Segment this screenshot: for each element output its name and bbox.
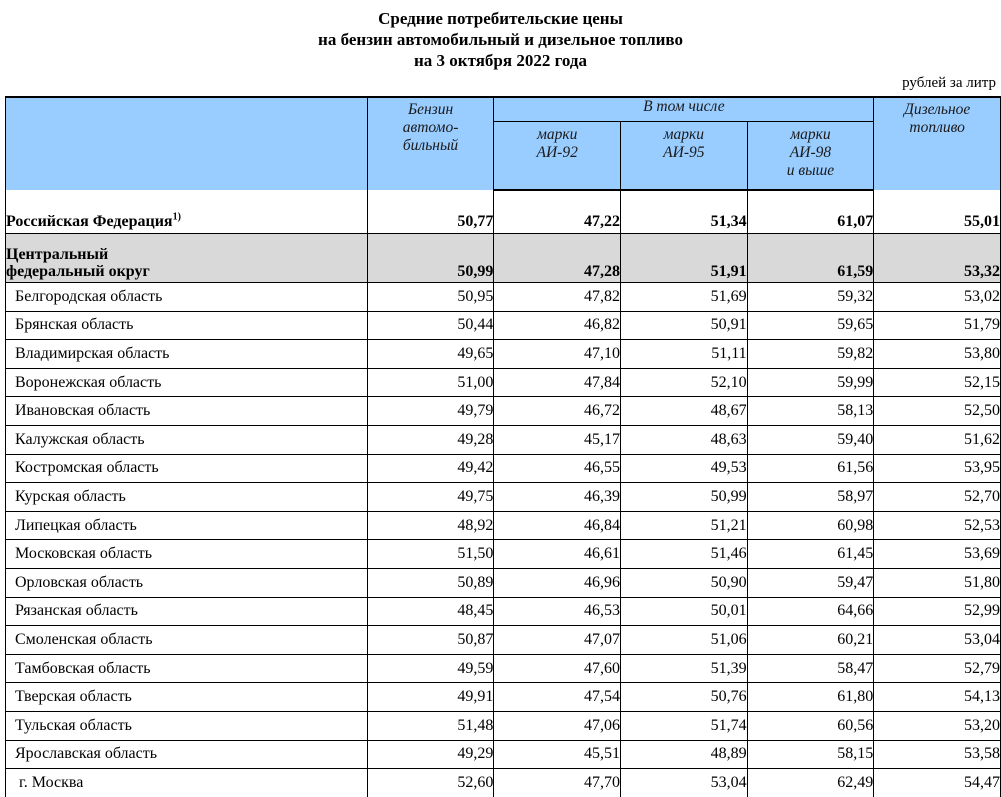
value-diesel: 53,58 <box>874 740 1001 769</box>
value-diesel: 53,80 <box>874 340 1001 369</box>
region-name: Ивановская область <box>6 397 368 426</box>
value-ai95: 48,89 <box>621 740 748 769</box>
region-name: Курская область <box>6 483 368 512</box>
value-ai95: 48,67 <box>621 397 748 426</box>
value-petrol: 52,60 <box>367 769 494 797</box>
value-ai92: 47,84 <box>494 368 621 397</box>
value-ai98: 58,15 <box>747 740 874 769</box>
value-ai98: 59,32 <box>747 283 874 312</box>
federation-ai92: 47,22 <box>494 190 621 234</box>
value-ai95: 51,46 <box>621 540 748 569</box>
value-ai95: 48,63 <box>621 425 748 454</box>
value-petrol: 49,91 <box>367 683 494 712</box>
value-ai95: 50,99 <box>621 483 748 512</box>
value-ai92: 47,82 <box>494 283 621 312</box>
units-label: рублей за литр <box>902 75 996 91</box>
table-row <box>6 769 1001 797</box>
value-ai95: 50,90 <box>621 568 748 597</box>
value-ai92: 47,10 <box>494 340 621 369</box>
document-title <box>0 8 1001 71</box>
table-row <box>6 397 1001 426</box>
value-diesel: 52,15 <box>874 368 1001 397</box>
footnote-mark: 1) <box>172 211 181 223</box>
table-row <box>6 654 1001 683</box>
district-ai92: 47,28 <box>494 234 621 283</box>
value-ai98: 60,21 <box>747 626 874 655</box>
value-petrol: 49,29 <box>367 740 494 769</box>
region-name: Владимирская область <box>6 340 368 369</box>
value-ai95: 49,53 <box>621 454 748 483</box>
table-row <box>6 711 1001 740</box>
value-ai92: 46,72 <box>494 397 621 426</box>
value-diesel: 52,79 <box>874 654 1001 683</box>
value-ai98: 61,45 <box>747 540 874 569</box>
value-ai98: 61,80 <box>747 683 874 712</box>
value-petrol: 50,44 <box>367 311 494 340</box>
value-diesel: 51,79 <box>874 311 1001 340</box>
value-ai98: 59,65 <box>747 311 874 340</box>
federation-ai98: 61,07 <box>747 190 874 234</box>
value-ai95: 53,04 <box>621 769 748 797</box>
value-petrol: 49,65 <box>367 340 494 369</box>
value-ai98: 61,56 <box>747 454 874 483</box>
federation-name: Российская Федерация$^{1)}$ <box>6 190 368 234</box>
federation-ai95: 51,34 <box>621 190 748 234</box>
region-name: Ярославская область <box>6 740 368 769</box>
value-ai98: 58,13 <box>747 397 874 426</box>
value-ai95: 51,74 <box>621 711 748 740</box>
region-name: г. Москва <box>6 769 368 797</box>
value-ai92: 46,82 <box>494 311 621 340</box>
value-petrol: 50,95 <box>367 283 494 312</box>
table-row <box>6 740 1001 769</box>
value-ai98: 59,99 <box>747 368 874 397</box>
value-ai92: 46,96 <box>494 568 621 597</box>
region-name: Орловская область <box>6 568 368 597</box>
table-row <box>6 483 1001 512</box>
region-name: Тульская область <box>6 711 368 740</box>
value-ai98: 60,56 <box>747 711 874 740</box>
region-name: Калужская область <box>6 425 368 454</box>
value-ai98: 59,82 <box>747 340 874 369</box>
value-petrol: 49,59 <box>367 654 494 683</box>
table-row <box>6 597 1001 626</box>
value-ai98: 59,47 <box>747 568 874 597</box>
title-line-3: на 3 октября 2022 года <box>414 51 587 70</box>
table-row <box>6 568 1001 597</box>
value-petrol: 49,79 <box>367 397 494 426</box>
header-including: В том числе <box>494 97 874 122</box>
value-ai92: 45,17 <box>494 425 621 454</box>
value-diesel: 52,70 <box>874 483 1001 512</box>
header-row <box>6 97 1001 122</box>
value-ai92: 47,07 <box>494 626 621 655</box>
value-ai95: 51,21 <box>621 511 748 540</box>
value-ai95: 50,76 <box>621 683 748 712</box>
value-ai92: 47,54 <box>494 683 621 712</box>
title-line-1: Средние потребительские цены <box>378 9 623 28</box>
value-petrol: 48,45 <box>367 597 494 626</box>
header-ai98: марки АИ-98 и выше <box>747 122 874 191</box>
value-diesel: 54,13 <box>874 683 1001 712</box>
value-ai92: 46,53 <box>494 597 621 626</box>
value-diesel: 52,50 <box>874 397 1001 426</box>
table-row <box>6 425 1001 454</box>
value-petrol: 49,42 <box>367 454 494 483</box>
district-ai95: 51,91 <box>621 234 748 283</box>
region-name: Рязанская область <box>6 597 368 626</box>
value-diesel: 53,04 <box>874 626 1001 655</box>
value-ai98: 60,98 <box>747 511 874 540</box>
value-ai92: 45,51 <box>494 740 621 769</box>
value-diesel: 53,02 <box>874 283 1001 312</box>
federation-row <box>6 190 1001 234</box>
value-ai95: 51,69 <box>621 283 748 312</box>
value-ai95: 51,11 <box>621 340 748 369</box>
federation-petrol: 50,77 <box>367 190 494 234</box>
value-diesel: 52,99 <box>874 597 1001 626</box>
value-petrol: 50,87 <box>367 626 494 655</box>
value-ai98: 64,66 <box>747 597 874 626</box>
value-petrol: 51,48 <box>367 711 494 740</box>
value-ai92: 46,39 <box>494 483 621 512</box>
value-ai98: 58,47 <box>747 654 874 683</box>
value-ai92: 46,84 <box>494 511 621 540</box>
value-diesel: 51,62 <box>874 425 1001 454</box>
price-table <box>5 96 1001 797</box>
value-diesel: 51,80 <box>874 568 1001 597</box>
value-ai95: 52,10 <box>621 368 748 397</box>
region-name: Тамбовская область <box>6 654 368 683</box>
table-row <box>6 540 1001 569</box>
table-row <box>6 511 1001 540</box>
value-ai98: 62,49 <box>747 769 874 797</box>
value-ai92: 46,55 <box>494 454 621 483</box>
value-ai92: 47,06 <box>494 711 621 740</box>
title-line-2: на бензин автомобильный и дизельное топливо <box>318 30 683 49</box>
header-ai95: марки АИ-95 <box>621 122 748 191</box>
region-name: Тверская область <box>6 683 368 712</box>
value-ai95: 50,91 <box>621 311 748 340</box>
table-row <box>6 283 1001 312</box>
federation-diesel: 55,01 <box>874 190 1001 234</box>
district-petrol: 50,99 <box>367 234 494 283</box>
value-ai95: 51,39 <box>621 654 748 683</box>
value-ai92: 47,60 <box>494 654 621 683</box>
value-diesel: 52,53 <box>874 511 1001 540</box>
value-diesel: 53,95 <box>874 454 1001 483</box>
district-row <box>6 234 1001 283</box>
value-diesel: 53,20 <box>874 711 1001 740</box>
value-petrol: 48,92 <box>367 511 494 540</box>
value-petrol: 51,00 <box>367 368 494 397</box>
value-diesel: 53,69 <box>874 540 1001 569</box>
region-name: Смоленская область <box>6 626 368 655</box>
value-ai92: 47,70 <box>494 769 621 797</box>
table-row <box>6 368 1001 397</box>
region-name: Костромская область <box>6 454 368 483</box>
table-row <box>6 340 1001 369</box>
table-row <box>6 626 1001 655</box>
value-petrol: 49,28 <box>367 425 494 454</box>
value-ai95: 51,06 <box>621 626 748 655</box>
value-ai98: 58,97 <box>747 483 874 512</box>
region-name: Белгородская область <box>6 283 368 312</box>
table-row <box>6 683 1001 712</box>
district-diesel: 53,32 <box>874 234 1001 283</box>
header-region-cell <box>6 97 368 190</box>
value-petrol: 51,50 <box>367 540 494 569</box>
value-petrol: 49,75 <box>367 483 494 512</box>
header-petrol: Бензин автомо- бильный <box>367 97 494 190</box>
value-petrol: 50,89 <box>367 568 494 597</box>
table-row <box>6 454 1001 483</box>
region-name: Московская область <box>6 540 368 569</box>
district-ai98: 61,59 <box>747 234 874 283</box>
region-name: Воронежская область <box>6 368 368 397</box>
region-name: Брянская область <box>6 311 368 340</box>
region-name: Липецкая область <box>6 511 368 540</box>
header-diesel: Дизельное топливо <box>874 97 1001 190</box>
district-name: Центральный федеральный округ <box>6 234 368 283</box>
value-ai92: 46,61 <box>494 540 621 569</box>
value-ai98: 59,40 <box>747 425 874 454</box>
value-diesel: 54,47 <box>874 769 1001 797</box>
header-ai92: марки АИ-92 <box>494 122 621 191</box>
value-ai95: 50,01 <box>621 597 748 626</box>
table-row <box>6 311 1001 340</box>
